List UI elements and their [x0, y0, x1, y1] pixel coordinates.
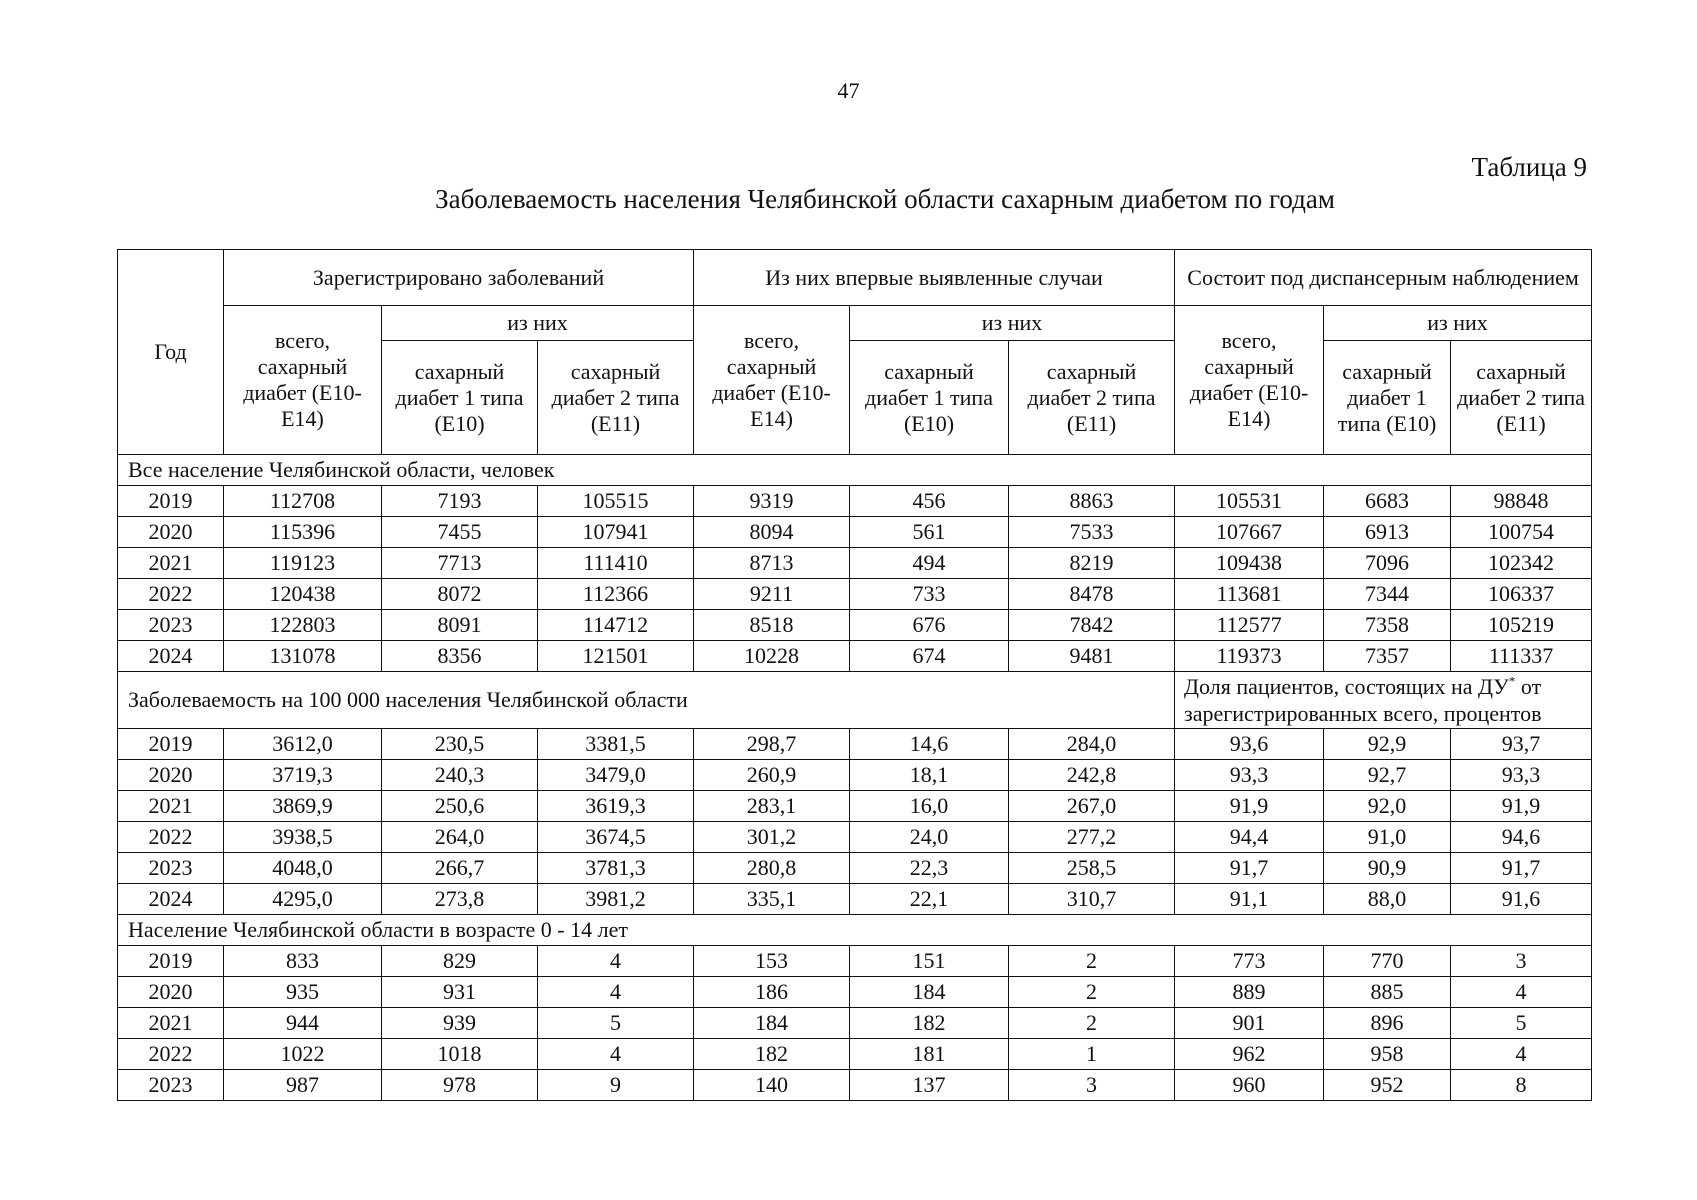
table-cell: 2024: [118, 884, 224, 915]
table-cell: 6683: [1324, 486, 1451, 517]
table-cell: 7357: [1324, 641, 1451, 672]
header-first-type1: сахарный диабет 1 типа (Е10): [850, 341, 1009, 455]
table-cell: 3719,3: [224, 760, 382, 791]
table-cell: 107667: [1175, 517, 1324, 548]
table-cell: 151: [850, 946, 1009, 977]
table-cell: 264,0: [382, 822, 538, 853]
table-cell: 277,2: [1009, 822, 1175, 853]
table-cell: 770: [1324, 946, 1451, 977]
table-cell: 18,1: [850, 760, 1009, 791]
table-cell: 182: [694, 1039, 850, 1070]
table-cell: 91,0: [1324, 822, 1451, 853]
table-cell: 298,7: [694, 729, 850, 760]
table-cell: 676: [850, 610, 1009, 641]
table-cell: 829: [382, 946, 538, 977]
table-cell: 112577: [1175, 610, 1324, 641]
table-cell: 7713: [382, 548, 538, 579]
table-cell: 93,3: [1451, 760, 1592, 791]
table-cell: 92,7: [1324, 760, 1451, 791]
table-cell: 3381,5: [538, 729, 694, 760]
table-cell: 8518: [694, 610, 850, 641]
section-title-row: [118, 672, 1592, 729]
table-cell: 100754: [1451, 517, 1592, 548]
table-cell: 952: [1324, 1070, 1451, 1101]
table-cell: 2019: [118, 486, 224, 517]
table-cell: 105219: [1451, 610, 1592, 641]
table-cell: 119123: [224, 548, 382, 579]
table-cell: 105515: [538, 486, 694, 517]
table-cell: 10228: [694, 641, 850, 672]
table-cell: 833: [224, 946, 382, 977]
table-row: [118, 610, 1592, 641]
table-cell: 98848: [1451, 486, 1592, 517]
footnote-mark: *: [1508, 673, 1516, 689]
table-row: [118, 791, 1592, 822]
table-cell: 310,7: [1009, 884, 1175, 915]
table-cell: 284,0: [1009, 729, 1175, 760]
table-cell: 987: [224, 1070, 382, 1101]
table-cell: 8: [1451, 1070, 1592, 1101]
table-cell: 674: [850, 641, 1009, 672]
table-cell: 240,3: [382, 760, 538, 791]
header-dispensary: Состоит под диспансерным наблюдением: [1175, 250, 1592, 306]
table-cell: 280,8: [694, 853, 850, 884]
table-cell: 91,1: [1175, 884, 1324, 915]
table-cell: 733: [850, 579, 1009, 610]
table-cell: 122803: [224, 610, 382, 641]
section-title-row: [118, 455, 1592, 486]
table-cell: 2: [1009, 1008, 1175, 1039]
section-title-row: [118, 915, 1592, 946]
table-cell: 250,6: [382, 791, 538, 822]
table-cell: 258,5: [1009, 853, 1175, 884]
table-cell: 186: [694, 977, 850, 1008]
table-cell: 2024: [118, 641, 224, 672]
table-cell: 120438: [224, 579, 382, 610]
table-cell: 4295,0: [224, 884, 382, 915]
header-row-1: [118, 250, 1592, 306]
table-cell: 106337: [1451, 579, 1592, 610]
table-row: [118, 729, 1592, 760]
table-cell: 2020: [118, 760, 224, 791]
table-cell: 266,7: [382, 853, 538, 884]
table-cell: 94,6: [1451, 822, 1592, 853]
table-row: [118, 884, 1592, 915]
table-cell: 5: [538, 1008, 694, 1039]
table-cell: 242,8: [1009, 760, 1175, 791]
section-title: Население Челябинской области в возрасте 0 - 14 лет: [118, 915, 1592, 946]
table-cell: 14,6: [850, 729, 1009, 760]
table-cell: 8091: [382, 610, 538, 641]
header-dispensary-total: всего, сахарный диабет (Е10-Е14): [1175, 306, 1324, 455]
table-cell: 8478: [1009, 579, 1175, 610]
table-cell: 2023: [118, 853, 224, 884]
table-cell: 93,7: [1451, 729, 1592, 760]
table-cell: 8863: [1009, 486, 1175, 517]
table-cell: 112366: [538, 579, 694, 610]
table-cell: 3479,0: [538, 760, 694, 791]
section-title: Заболеваемость на 100 000 населения Челябинской области: [118, 672, 1175, 729]
table-cell: 93,3: [1175, 760, 1324, 791]
table-cell: 260,9: [694, 760, 850, 791]
table-cell: 102342: [1451, 548, 1592, 579]
data-table: [117, 249, 1592, 1101]
table-cell: 22,3: [850, 853, 1009, 884]
table-row: [118, 822, 1592, 853]
table-cell: 7455: [382, 517, 538, 548]
table-cell: 2020: [118, 517, 224, 548]
table-row: [118, 548, 1592, 579]
table-cell: 182: [850, 1008, 1009, 1039]
table-cell: 7344: [1324, 579, 1451, 610]
table-label: Таблица 9: [1471, 152, 1587, 182]
table-cell: 7533: [1009, 517, 1175, 548]
table-cell: 9481: [1009, 641, 1175, 672]
table-cell: 335,1: [694, 884, 850, 915]
table-cell: 2: [1009, 946, 1175, 977]
table-cell: 3938,5: [224, 822, 382, 853]
table-cell: 2022: [118, 822, 224, 853]
table-row: [118, 977, 1592, 1008]
table-cell: 91,7: [1451, 853, 1592, 884]
table-cell: 9: [538, 1070, 694, 1101]
table-row: [118, 853, 1592, 884]
header-registered-type1: сахарный диабет 1 типа (Е10): [382, 341, 538, 455]
table-cell: 3: [1451, 946, 1592, 977]
table-cell: 8356: [382, 641, 538, 672]
table-row: [118, 641, 1592, 672]
table-cell: 7193: [382, 486, 538, 517]
table-row: [118, 946, 1592, 977]
table-cell: 90,9: [1324, 853, 1451, 884]
table-cell: 7096: [1324, 548, 1451, 579]
header-year: Год: [118, 250, 224, 455]
table-cell: 184: [694, 1008, 850, 1039]
table-cell: 3612,0: [224, 729, 382, 760]
table-cell: 121501: [538, 641, 694, 672]
table-cell: 939: [382, 1008, 538, 1039]
header-dispensary-of-them: из них: [1324, 306, 1592, 341]
table-cell: 107941: [538, 517, 694, 548]
table-cell: 2021: [118, 791, 224, 822]
page-number: 47: [837, 78, 860, 103]
table-cell: 889: [1175, 977, 1324, 1008]
table-cell: 267,0: [1009, 791, 1175, 822]
table-cell: 93,6: [1175, 729, 1324, 760]
header-registered-type2: сахарный диабет 2 типа (Е11): [538, 341, 694, 455]
table-cell: 2019: [118, 729, 224, 760]
table-cell: 3781,3: [538, 853, 694, 884]
header-dispensary-type2: сахарный диабет 2 типа (Е11): [1451, 341, 1592, 455]
table-cell: 92,9: [1324, 729, 1451, 760]
table-cell: 131078: [224, 641, 382, 672]
table-cell: 91,6: [1451, 884, 1592, 915]
table-cell: 115396: [224, 517, 382, 548]
table-cell: 2019: [118, 946, 224, 977]
table-cell: 7842: [1009, 610, 1175, 641]
table-cell: 456: [850, 486, 1009, 517]
table-cell: 3981,2: [538, 884, 694, 915]
table-cell: 2: [1009, 977, 1175, 1008]
table-cell: 16,0: [850, 791, 1009, 822]
table-cell: 978: [382, 1070, 538, 1101]
table-cell: 9319: [694, 486, 850, 517]
table-row: [118, 760, 1592, 791]
header-first-detected: Из них впервые выявленные случаи: [694, 250, 1175, 306]
table-cell: 112708: [224, 486, 382, 517]
header-registered-of-them: из них: [382, 306, 694, 341]
table-cell: 5: [1451, 1008, 1592, 1039]
table-cell: 494: [850, 548, 1009, 579]
header-row-2: [118, 306, 1592, 341]
table-cell: 4: [538, 1039, 694, 1070]
table-row: [118, 1039, 1592, 1070]
table-row: [118, 579, 1592, 610]
table-cell: 2023: [118, 610, 224, 641]
table-cell: 181: [850, 1039, 1009, 1070]
table-cell: 3674,5: [538, 822, 694, 853]
table-cell: 1018: [382, 1039, 538, 1070]
table-cell: 6913: [1324, 517, 1451, 548]
table-cell: 8219: [1009, 548, 1175, 579]
table-cell: 944: [224, 1008, 382, 1039]
header-registered-total: всего, сахарный диабет (Е10-Е14): [224, 306, 382, 455]
table-cell: 2022: [118, 1039, 224, 1070]
dispensary-share-note: [1175, 672, 1592, 729]
table-cell: 1: [1009, 1039, 1175, 1070]
table-cell: 885: [1324, 977, 1451, 1008]
table-cell: 4: [1451, 1039, 1592, 1070]
table-cell: 184: [850, 977, 1009, 1008]
table-cell: 92,0: [1324, 791, 1451, 822]
page-title: Заболеваемость населения Челябинской области сахарным диабетом по годам: [435, 184, 1335, 214]
table-cell: 773: [1175, 946, 1324, 977]
table-cell: 230,5: [382, 729, 538, 760]
table-cell: 114712: [538, 610, 694, 641]
table-row: [118, 1008, 1592, 1039]
table-cell: 105531: [1175, 486, 1324, 517]
section-title: Все население Челябинской области, человек: [118, 455, 1592, 486]
header-dispensary-type1: сахарный диабет 1 типа (Е10): [1324, 341, 1451, 455]
table-cell: 931: [382, 977, 538, 1008]
table-cell: 111337: [1451, 641, 1592, 672]
note-text: Доля пациентов, состоящих на ДУ: [1184, 674, 1509, 699]
table-cell: 111410: [538, 548, 694, 579]
table-cell: 91,9: [1451, 791, 1592, 822]
table-cell: 94,4: [1175, 822, 1324, 853]
header-first-type2: сахарный диабет 2 типа (Е11): [1009, 341, 1175, 455]
table-row: [118, 486, 1592, 517]
table-row: [118, 1070, 1592, 1101]
table-cell: 962: [1175, 1039, 1324, 1070]
table-cell: 901: [1175, 1008, 1324, 1039]
table-cell: 3619,3: [538, 791, 694, 822]
table-cell: 24,0: [850, 822, 1009, 853]
table-cell: 9211: [694, 579, 850, 610]
table-cell: 301,2: [694, 822, 850, 853]
table-cell: 22,1: [850, 884, 1009, 915]
table-cell: 2022: [118, 579, 224, 610]
header-registered: Зарегистрировано заболеваний: [224, 250, 694, 306]
table-cell: 8072: [382, 579, 538, 610]
table-cell: 153: [694, 946, 850, 977]
table-cell: 4: [538, 977, 694, 1008]
table-cell: 7358: [1324, 610, 1451, 641]
table-cell: 2023: [118, 1070, 224, 1101]
table-cell: 8094: [694, 517, 850, 548]
table-cell: 935: [224, 977, 382, 1008]
header-first-total: всего, сахарный диабет (Е10-Е14): [694, 306, 850, 455]
table-cell: 2021: [118, 1008, 224, 1039]
table-cell: 3869,9: [224, 791, 382, 822]
table-row: [118, 517, 1592, 548]
table-cell: 4: [538, 946, 694, 977]
header-first-of-them: из них: [850, 306, 1175, 341]
table-cell: 960: [1175, 1070, 1324, 1101]
table-cell: 2021: [118, 548, 224, 579]
table-cell: 109438: [1175, 548, 1324, 579]
table-cell: 283,1: [694, 791, 850, 822]
table-cell: 91,9: [1175, 791, 1324, 822]
table-cell: 2020: [118, 977, 224, 1008]
table-cell: 958: [1324, 1039, 1451, 1070]
table-cell: 113681: [1175, 579, 1324, 610]
table-cell: 4: [1451, 977, 1592, 1008]
table-cell: 3: [1009, 1070, 1175, 1101]
table-cell: 896: [1324, 1008, 1451, 1039]
table-cell: 119373: [1175, 641, 1324, 672]
table-cell: 8713: [694, 548, 850, 579]
table-cell: 140: [694, 1070, 850, 1101]
table-cell: 91,7: [1175, 853, 1324, 884]
table-cell: 273,8: [382, 884, 538, 915]
table-cell: 137: [850, 1070, 1009, 1101]
note-text: от зарегистрированных всего, процентов: [1184, 674, 1542, 726]
table-cell: 561: [850, 517, 1009, 548]
table-cell: 4048,0: [224, 853, 382, 884]
table-cell: 88,0: [1324, 884, 1451, 915]
table-cell: 1022: [224, 1039, 382, 1070]
